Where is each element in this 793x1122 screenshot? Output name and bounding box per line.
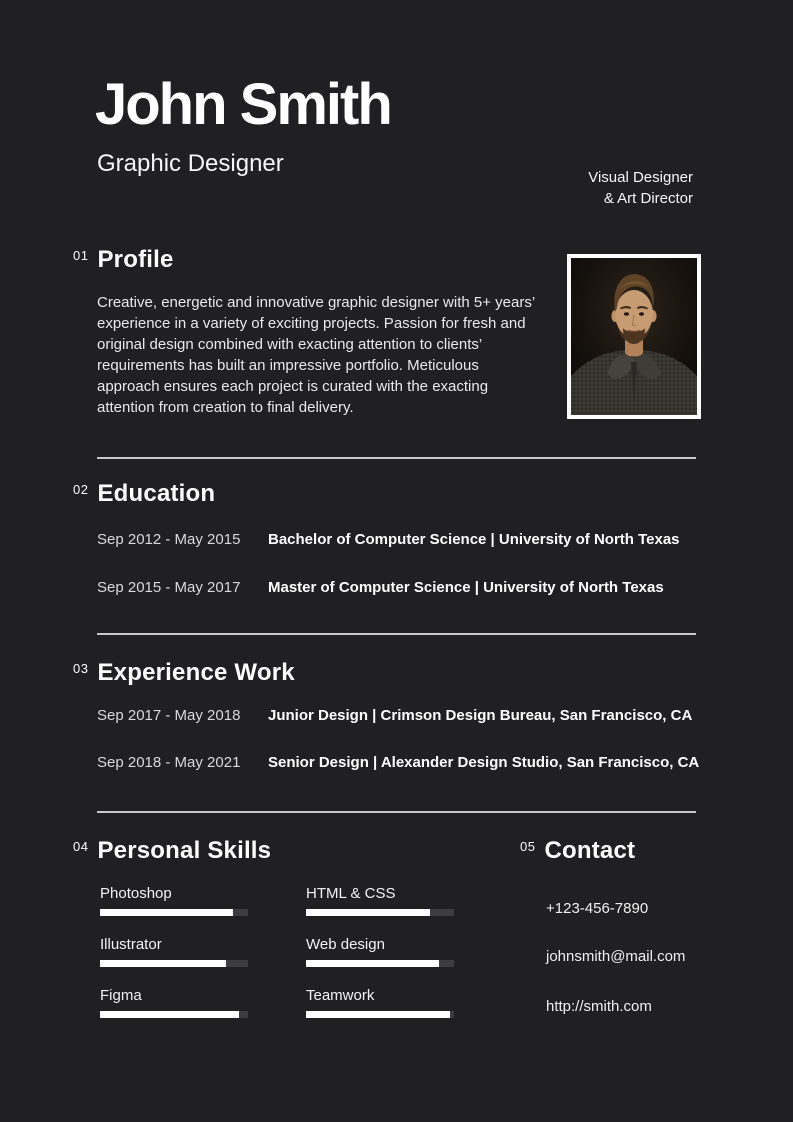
experience-dates: Sep 2018 - May 2021: [97, 754, 241, 771]
portrait-photo: [567, 254, 701, 419]
skill-bar-figma: [100, 1011, 248, 1018]
person-name: John Smith: [95, 72, 391, 137]
education-dates: Sep 2015 - May 2017: [97, 579, 241, 596]
section-head-experience: [73, 660, 295, 685]
tagline-line-2: & Art Director: [603, 190, 693, 207]
contact-website[interactable]: http://smith.com: [546, 998, 652, 1015]
skill-label-web-design: Web design: [306, 936, 385, 953]
education-description: Master of Computer Science | University of North Texas: [268, 579, 664, 596]
section-number-skills: 04: [73, 839, 89, 854]
skill-bar-fill: [100, 1011, 239, 1018]
skill-bar-html-css: [306, 909, 454, 916]
section-number-profile: 01: [73, 248, 89, 263]
education-row: [97, 530, 680, 549]
section-head-contact: [520, 838, 635, 863]
education-row: [97, 578, 664, 597]
section-head-profile: [73, 247, 174, 272]
experience-description: Senior Design | Alexander Design Studio, San Francisco, CA: [268, 754, 700, 771]
experience-row: [97, 706, 692, 725]
section-number-contact: 05: [520, 839, 536, 854]
section-title-education: Education: [97, 480, 216, 507]
portrait-photo-illustration: [571, 258, 697, 415]
contact-phone[interactable]: +123-456-7890: [546, 900, 649, 917]
tagline-line-1: Visual Designer: [588, 169, 693, 186]
section-number-education: 02: [73, 482, 89, 497]
skill-label-photoshop: Photoshop: [100, 885, 172, 902]
education-description: Bachelor of Computer Science | University of North Texas: [268, 531, 680, 548]
skill-bar-fill: [306, 1011, 450, 1018]
skill-bar-photoshop: [100, 909, 248, 916]
education-dates: Sep 2012 - May 2015: [97, 531, 241, 548]
skill-label-figma: Figma: [100, 987, 142, 1004]
experience-dates: Sep 2017 - May 2018: [97, 707, 241, 724]
skill-bar-fill: [306, 909, 430, 916]
section-title-skills: Personal Skills: [97, 837, 272, 864]
skill-label-illustrator: Illustrator: [100, 936, 162, 953]
experience-row: [97, 753, 699, 772]
divider: [97, 633, 696, 635]
section-number-experience: 03: [73, 661, 89, 676]
tagline: [588, 167, 693, 209]
skill-bar-fill: [100, 960, 226, 967]
divider: [97, 457, 696, 459]
section-head-education: [73, 481, 215, 506]
skill-bar-illustrator: [100, 960, 248, 967]
skill-label-teamwork: Teamwork: [306, 987, 375, 1004]
skill-bar-fill: [306, 960, 439, 967]
section-head-skills: [73, 838, 271, 863]
skill-bar-teamwork: [306, 1011, 454, 1018]
contact-email[interactable]: johnsmith@mail.com: [546, 948, 686, 965]
person-role: Graphic Designer: [97, 150, 284, 177]
experience-description: Junior Design | Crimson Design Bureau, San Francisco, CA: [268, 707, 693, 724]
skill-label-html-css: HTML & CSS: [306, 885, 396, 902]
profile-summary: Creative, energetic and innovative graphic designer with 5+ years’ experience in a variety of exciting projects. Passion for fresh and original design combined with exacting attention to clients’ requirements has built an impressive portfolio. Meticulous approach ensures each project is curated with the exacting attention from creation to final delivery.: [97, 294, 535, 416]
section-title-contact: Contact: [544, 837, 636, 864]
skill-bar-fill: [100, 909, 233, 916]
section-title-profile: Profile: [97, 246, 174, 273]
divider: [97, 811, 696, 813]
skill-bar-web-design: [306, 960, 454, 967]
section-title-experience: Experience Work: [97, 659, 295, 686]
